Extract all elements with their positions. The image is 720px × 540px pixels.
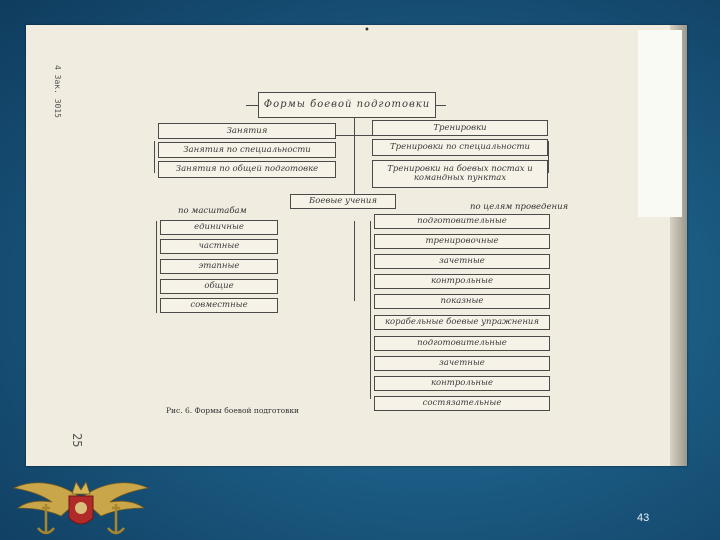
left-group-item: Занятия по общей подготовке [158,161,336,178]
connector-line [548,141,549,173]
left-group-header: Занятия [158,123,336,139]
scale-item: этапные [160,259,278,274]
purpose-item: состязательные [374,396,550,411]
purpose-item: контрольные [374,274,550,289]
scale-item: совместные [160,298,278,313]
purpose-item: корабельные боевые упражнения [374,315,550,330]
right-group-item: Тренировки на боевых постах и командных пунктах [372,160,548,188]
scale-item: общие [160,279,278,294]
purpose-item: зачетные [374,356,550,371]
side-code: 4 Зак. 3015 [53,65,62,118]
figure-caption: Рис. 6. Формы боевой подготовки [166,406,300,415]
connector-line [156,221,157,313]
right-group-header: Тренировки [372,120,548,136]
purpose-item: подготовительные [374,336,550,351]
exercises-box: Боевые учения [290,194,396,209]
by-purpose-label: по целям проведения [470,202,569,212]
scale-item: единичные [160,220,278,235]
purpose-item: тренировочные [374,234,550,249]
scanned-page [26,25,687,466]
blank-sticker [638,30,682,217]
connector-line [336,135,372,136]
diagram-title: Формы боевой подготовки [258,92,436,118]
purpose-item: подготовительные [374,214,550,229]
connector-line [154,141,155,173]
purpose-item: контрольные [374,376,550,391]
page-mark: 25 [70,433,84,448]
scale-item: частные [160,239,278,254]
purpose-item: зачетные [374,254,550,269]
connector-line [370,221,371,399]
by-scale-label: по масштабам [178,206,247,216]
slide-page-number: 43 [637,512,650,524]
left-group-item: Занятия по специальности [158,142,336,158]
connector-line [354,221,355,301]
top-mark: • [364,25,370,36]
naval-emblem-icon [6,458,156,540]
purpose-item: показные [374,294,550,309]
right-group-item: Тренировки по специальности [372,139,548,156]
